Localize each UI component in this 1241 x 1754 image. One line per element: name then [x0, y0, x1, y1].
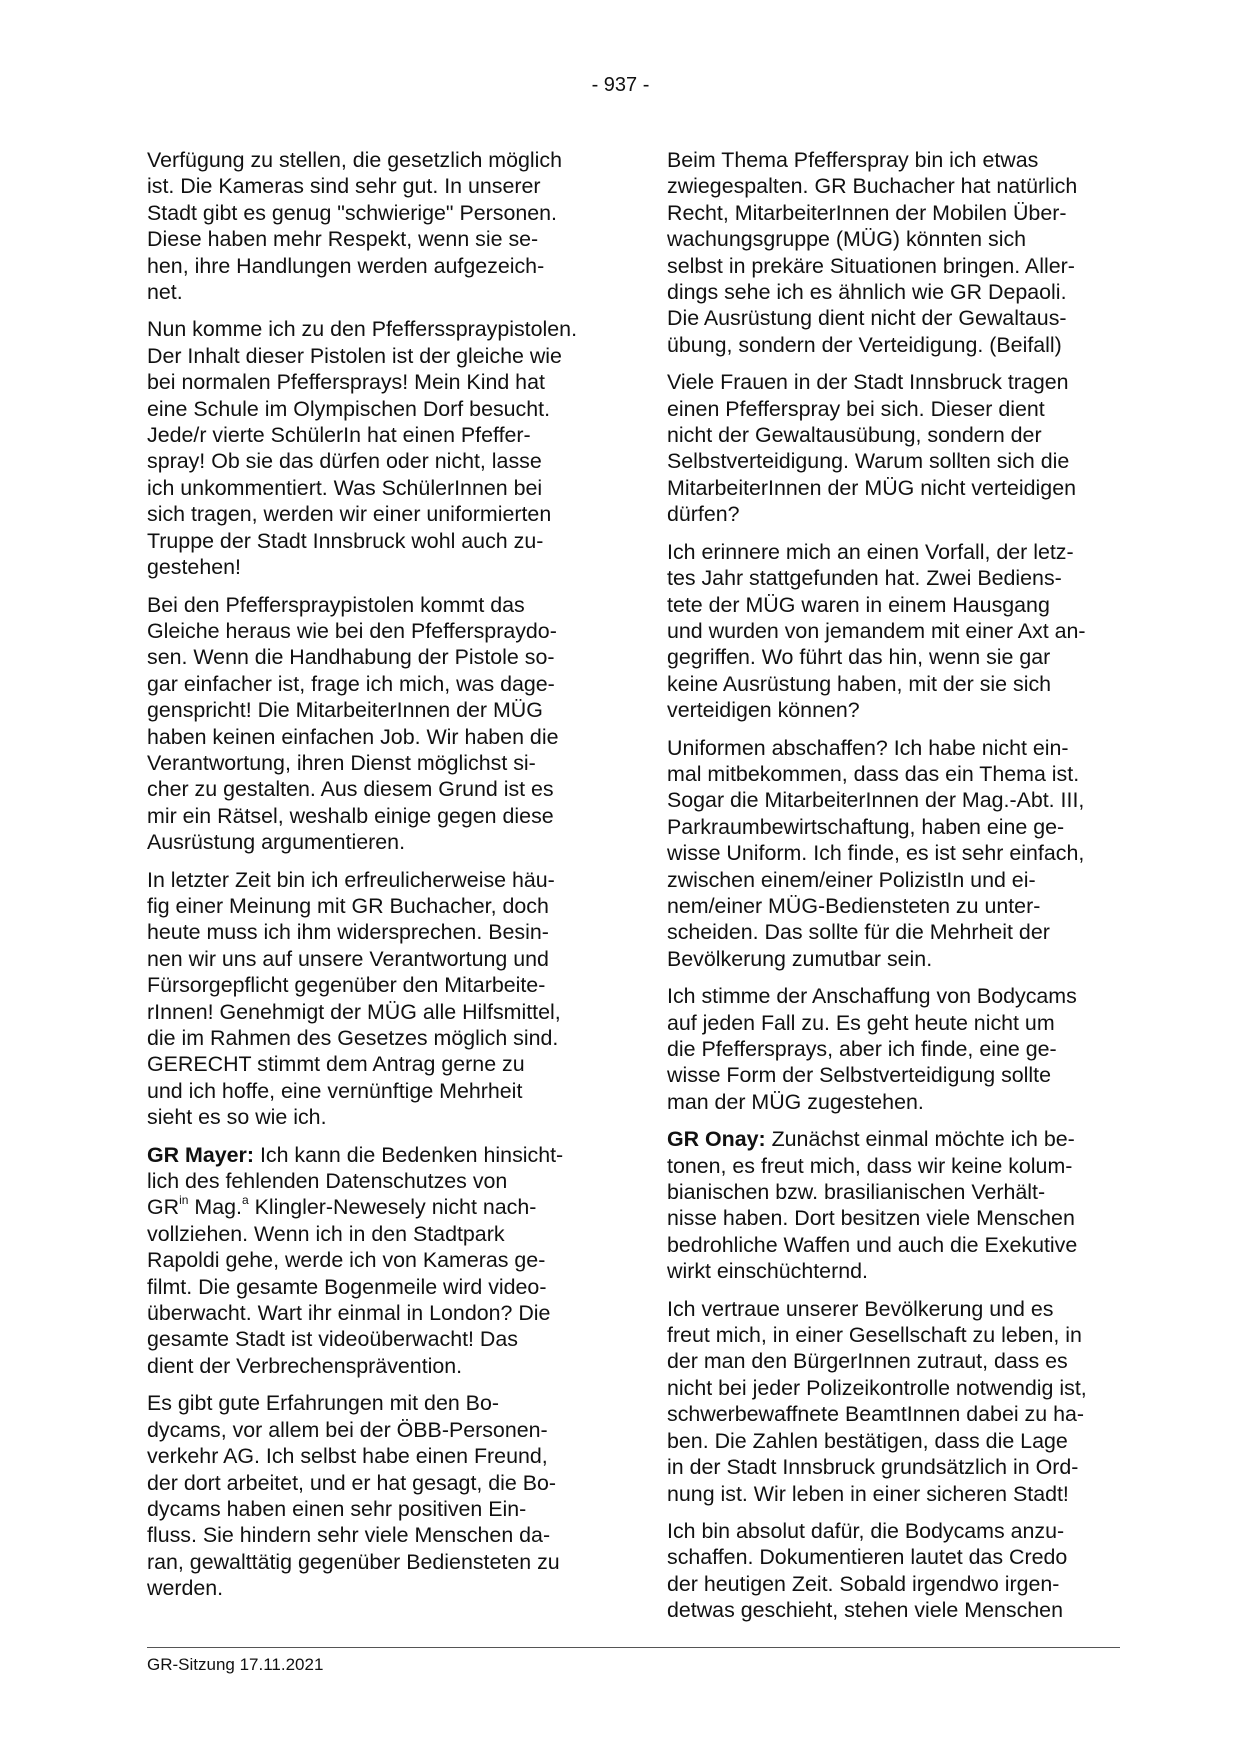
text-line: der dort arbeitet, und er hat gesagt, die Bo- [147, 1470, 557, 1495]
text-line: überwacht. Wart ihr einmal in London? Die [147, 1301, 551, 1326]
text-line: mal mitbekommen, dass das ein Thema ist. [667, 761, 1080, 786]
paragraph [667, 1296, 1112, 1507]
text-line: GERECHT stimmt dem Antrag gerne zu [147, 1052, 525, 1077]
text-line: tonen, es freut mich, dass wir keine kolum- [667, 1153, 1073, 1178]
text-line: tete der MÜG waren in einem Hausgang [667, 592, 1050, 617]
text-line: sen. Wenn die Handhabung der Pistole so- [147, 645, 555, 670]
text-line: Ich stimme der Anschaffung von Bodycams [667, 984, 1077, 1009]
text-line: schwerbewaffnete BeamtInnen dabei zu ha- [667, 1402, 1084, 1427]
right-column [667, 147, 1112, 1635]
text-fragment: Mag. [188, 1195, 242, 1220]
text-line: ich unkommentiert. Was SchülerInnen bei [147, 475, 543, 500]
text-line: tes Jahr stattgefunden hat. Zwei Bediens- [667, 566, 1062, 591]
text-line: Selbstverteidigung. Warum sollten sich die [667, 449, 1070, 474]
text-line: fig einer Meinung mit GR Buchacher, doch [147, 893, 549, 918]
left-column [147, 147, 592, 1613]
paragraph [147, 867, 592, 1131]
paragraph [667, 1518, 1112, 1624]
text-line: Viele Frauen in der Stadt Innsbruck tragen [667, 370, 1069, 395]
text-line: dycams haben einen sehr positiven Ein- [147, 1496, 527, 1521]
text-line: Fürsorgepflicht gegenüber den Mitarbeite- [147, 973, 546, 998]
text-line: ben. Die Zahlen bestätigen, dass die Lage [667, 1428, 1068, 1453]
text-line: nen wir uns auf unsere Verantwortung und [147, 946, 549, 971]
text-line: Nun komme ich zu den Pfeffersspraypistolen. [147, 317, 578, 342]
text-line: scheiden. Das sollte für die Mehrheit der [667, 920, 1050, 945]
text-line: ran, gewalttätig gegenüber Bediensteten zu [147, 1549, 560, 1574]
text-line: Der Inhalt dieser Pistolen ist der gleiche wie [147, 343, 562, 368]
text-line: Truppe der Stadt Innsbruck wohl auch zu- [147, 528, 544, 553]
text-line: Bei den Pfefferspraypistolen kommt das [147, 592, 525, 617]
text-line: freut mich, in einer Gesellschaft zu leben, in [667, 1323, 1082, 1348]
speaker-paragraph-onay [667, 1126, 1112, 1284]
text-line: gegriffen. Wo führt das hin, wenn sie gar [667, 645, 1051, 670]
text-line: verteidigen können? [667, 698, 860, 723]
text-line: Recht, MitarbeiterInnen der Mobilen Über- [667, 200, 1067, 225]
text-line: selbst in prekäre Situationen bringen. Aller- [667, 253, 1075, 278]
text-line: bedrohliche Waffen und auch die Exekutive [667, 1232, 1078, 1257]
text-line: bianischen bzw. brasilianischen Verhält- [667, 1180, 1046, 1205]
text-fragment: GR [147, 1195, 180, 1220]
text-line [147, 1194, 592, 1220]
text-line: Beim Thema Pfefferspray bin ich etwas [667, 148, 1039, 172]
paragraph [667, 147, 1112, 358]
text-line: Die Ausrüstung dient nicht der Gewaltaus- [667, 306, 1067, 331]
text-line: hen, ihre Handlungen werden aufgezeich- [147, 253, 545, 278]
text-line: nem/einer MÜG-Bediensteten zu unter- [667, 893, 1041, 918]
text-line: Parkraumbewirtschaftung, haben eine ge- [667, 814, 1065, 839]
text-line: Ich vertraue unserer Bevölkerung und es [667, 1296, 1054, 1321]
text-line: gesamte Stadt ist videoüberwacht! Das [147, 1327, 518, 1352]
text-line: wisse Uniform. Ich finde, es ist sehr einfach, [667, 841, 1085, 866]
text-line: keine Ausrüstung haben, mit der sie sich [667, 671, 1052, 696]
text-line: sieht es so wie ich. [147, 1105, 327, 1130]
text-line: detwas geschieht, stehen viele Menschen [667, 1598, 1063, 1623]
text-line: übung, sondern der Verteidigung. (Beifall) [667, 332, 1062, 357]
text-line: dürfen? [667, 502, 740, 527]
speaker-name: GR Onay: [667, 1127, 766, 1152]
paragraph [147, 592, 592, 856]
text-line: der heutigen Zeit. Sobald irgendwo irgen- [667, 1571, 1060, 1596]
text-line: Bevölkerung zumutbar sein. [667, 946, 933, 971]
text-line: Ich erinnere mich an einen Vorfall, der letz- [667, 539, 1074, 564]
text-line: verkehr AG. Ich selbst habe einen Freund, [147, 1444, 548, 1469]
text-line: und ich hoffe, eine vernünftige Mehrheit [147, 1078, 523, 1103]
text-line: filmt. Die gesamte Bogenmeile wird video- [147, 1274, 547, 1299]
text-line: Gleiche heraus wie bei den Pfefferspraydo- [147, 618, 557, 643]
text-line: zwiegespalten. GR Buchacher hat natürlich [667, 174, 1078, 199]
text-line: wirkt einschüchternd. [667, 1259, 868, 1284]
text-line: auf jeden Fall zu. Es geht heute nicht um [667, 1010, 1055, 1035]
text-line: bei normalen Pfeffersprays! Mein Kind hat [147, 370, 545, 395]
text-line: werden. [147, 1576, 224, 1601]
speaker-name: GR Mayer: [147, 1142, 254, 1167]
text-line: in der Stadt Innsbruck grundsätzlich in Ord- [667, 1455, 1079, 1480]
text-line: MitarbeiterInnen der MÜG nicht verteidigen [667, 475, 1076, 500]
text-line: lich des fehlenden Datenschutzes von [147, 1169, 508, 1194]
text-line: In letzter Zeit bin ich erfreulicherweise häu- [147, 867, 555, 892]
text-line: ist. Die Kameras sind sehr gut. In unserer [147, 174, 541, 199]
text-line: haben keinen einfachen Job. Wir haben die [147, 724, 559, 749]
superscript: in [179, 1193, 189, 1208]
text-line: eine Schule im Olympischen Dorf besucht. [147, 396, 551, 421]
text-line: nicht der Gewaltausübung, sondern der [667, 423, 1042, 448]
text-fragment: Klingler-Newesely nicht nach- [248, 1195, 537, 1220]
text-line: spray! Ob sie das dürfen oder nicht, lasse [147, 449, 542, 474]
text-line: Diese haben mehr Respekt, wenn sie se- [147, 227, 539, 252]
text-line: Rapoldi gehe, werde ich von Kameras ge- [147, 1248, 546, 1273]
superscript: a [241, 1193, 249, 1208]
paragraph [667, 983, 1112, 1115]
text-line: nicht bei jeder Polizeikontrolle notwendig ist, [667, 1375, 1087, 1400]
text-line: Verantwortung, ihren Dienst möglichst si- [147, 750, 536, 775]
speaker-paragraph-mayer [147, 1142, 592, 1380]
text-line: Sogar die MitarbeiterInnen der Mag.-Abt. III, [667, 788, 1085, 813]
text-line: wisse Form der Selbstverteidigung sollte [667, 1063, 1052, 1088]
text-line: zwischen einem/einer PolizistIn und ei- [667, 867, 1036, 892]
text-line: heute muss ich ihm widersprechen. Besin- [147, 920, 549, 945]
text-line: wachungsgruppe (MÜG) könnten sich [667, 227, 1027, 252]
text-line: die Pfeffersprays, aber ich finde, eine ge- [667, 1037, 1057, 1061]
paragraph [667, 735, 1112, 973]
text-line: Uniformen abschaffen? Ich habe nicht ein- [667, 735, 1069, 760]
text-line [147, 1142, 592, 1168]
text-line: nisse haben. Dort besitzen viele Menschen [667, 1206, 1075, 1231]
text-line: der man den BürgerInnen zutraut, dass es [667, 1349, 1068, 1374]
text-line: sich tragen, werden wir einer uniformierten [147, 502, 552, 527]
paragraph [667, 369, 1112, 527]
text-line: cher zu gestalten. Aus diesem Grund ist es [147, 777, 554, 802]
text-line: Es gibt gute Erfahrungen mit den Bo- [147, 1391, 499, 1416]
text-line: nung ist. Wir leben in einer sicheren Stadt! [667, 1481, 1069, 1506]
text-line: Stadt gibt es genug "schwierige" Personen. [147, 200, 557, 225]
text-line: Ich bin absolut dafür, die Bodycams anzu- [667, 1518, 1065, 1543]
text-line: Verfügung zu stellen, die gesetzlich möglich [147, 148, 562, 172]
text-line: dient der Verbrechensprävention. [147, 1353, 463, 1378]
text-line: mir ein Rätsel, weshalb einige gegen diese [147, 803, 554, 828]
text-fragment: Ich kann die Bedenken hinsicht- [254, 1142, 564, 1167]
text-line [667, 1126, 1112, 1152]
text-line: fluss. Sie hindern sehr viele Menschen da- [147, 1523, 551, 1548]
text-line: vollziehen. Wenn ich in den Stadtpark [147, 1221, 505, 1246]
paragraph [147, 316, 592, 580]
paragraph [147, 147, 592, 305]
text-line: einen Pfefferspray bei sich. Dieser dient [667, 396, 1045, 421]
footer-divider [147, 1647, 1120, 1648]
text-line: dings sehe ich es ähnlich wie GR Depaoli. [667, 280, 1067, 305]
footer-session-date: GR-Sitzung 17.11.2021 [147, 1655, 324, 1674]
page-number: - 937 - [591, 74, 650, 96]
text-line: Jede/r vierte SchülerIn hat einen Pfeffer- [147, 423, 531, 448]
text-fragment: Zunächst einmal möchte ich be- [765, 1127, 1075, 1152]
text-line: rInnen! Genehmigt der MÜG alle Hilfsmittel, [147, 999, 561, 1024]
text-line: Ausrüstung argumentieren. [147, 830, 406, 855]
text-line: gar einfacher ist, frage ich mich, was dage- [147, 671, 555, 696]
paragraph [667, 539, 1112, 724]
text-line: die im Rahmen des Gesetzes möglich sind. [147, 1026, 559, 1050]
text-line: man der MÜG zugestehen. [667, 1089, 924, 1114]
paragraph [147, 1390, 592, 1601]
text-line: genspricht! Die MitarbeiterInnen der MÜG [147, 698, 543, 723]
text-line: und wurden von jemandem mit einer Axt an- [667, 618, 1086, 643]
text-line: gestehen! [147, 555, 241, 580]
text-line: dycams, vor allem bei der ÖBB-Personen- [147, 1417, 548, 1442]
text-line: schaffen. Dokumentieren lautet das Credo [667, 1545, 1068, 1570]
text-line: net. [147, 280, 183, 305]
